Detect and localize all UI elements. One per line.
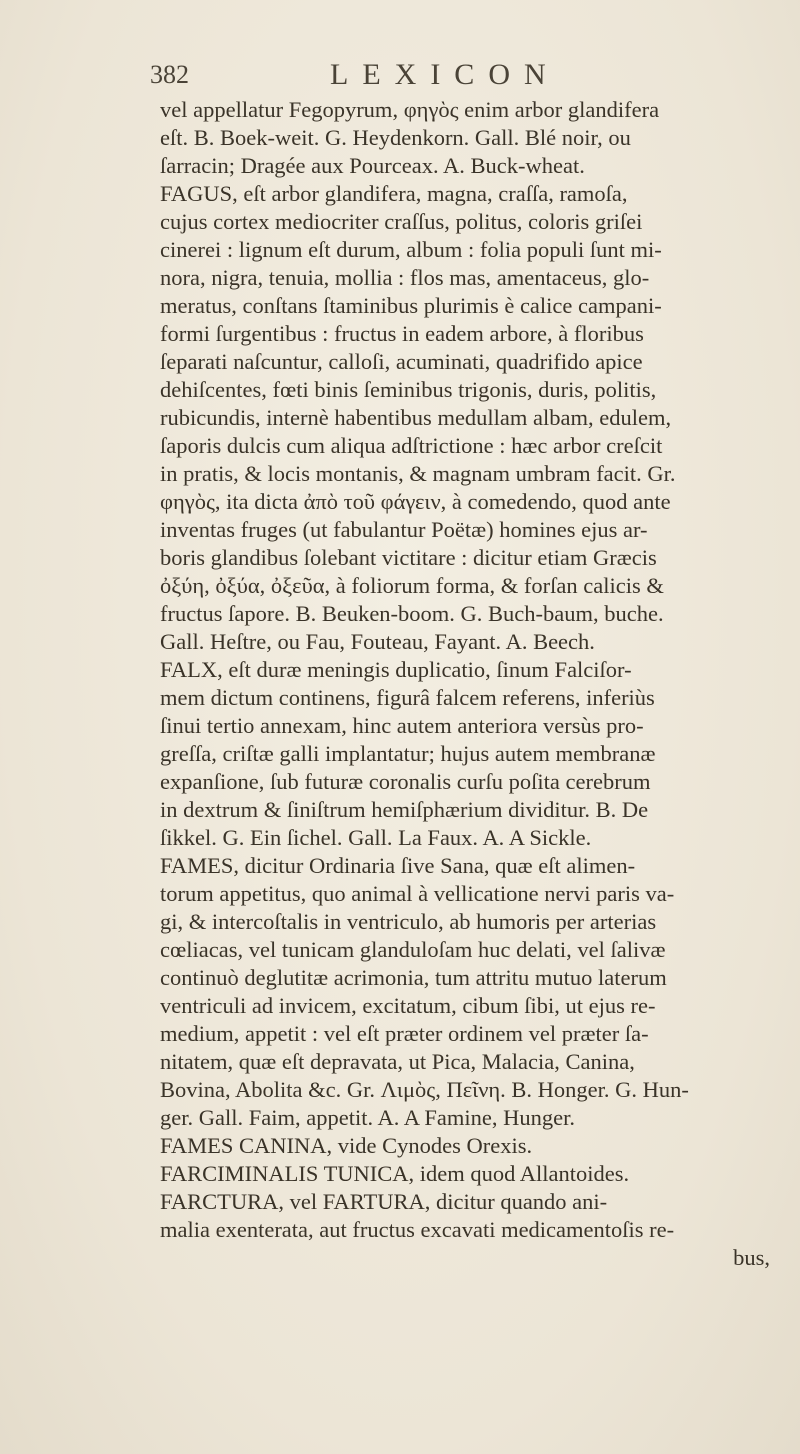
text-line: medium, appetit : vel eſt præter ordinem vel præter ſa- bbox=[160, 1021, 649, 1046]
text-line: cujus cortex mediocriter craſſus, politus, coloris griſei bbox=[160, 209, 643, 234]
text-line: torum appetitus, quo animal à vellicatione nervi paris va- bbox=[160, 881, 675, 906]
text-line: ſikkel. G. Ein ſichel. Gall. La Faux. A. A Sickle. bbox=[160, 825, 592, 850]
text-line: gi, & intercoſtalis in ventriculo, ab humoris per arterias bbox=[160, 909, 657, 934]
text-line: fructus ſapore. B. Beuken-boom. G. Buch-baum, buche. bbox=[160, 601, 664, 626]
text-line: FAGUS, eſt arbor glandifera, magna, craſſa, ramoſa, bbox=[160, 181, 628, 206]
text-line: FARCIMINALIS TUNICA, idem quod Allantoides. bbox=[160, 1161, 630, 1186]
text-line: cœliacas, vel tunicam glanduloſam huc delati, vel ſalivæ bbox=[160, 937, 666, 962]
page-number: 382 bbox=[150, 60, 189, 89]
text-line: in dextrum & ſiniſtrum hemiſphærium dividitur. B. De bbox=[160, 797, 649, 822]
text-line: cinerei : lignum eſt durum, album : folia populi ſunt mi- bbox=[160, 237, 662, 262]
text-line: eſt. B. Boek-weit. G. Heydenkorn. Gall. Blé noir, ou bbox=[160, 125, 631, 150]
body-text bbox=[160, 96, 788, 1272]
text-line: ger. Gall. Faim, appetit. A. A Famine, Hunger. bbox=[160, 1105, 575, 1130]
text-line: ſaporis dulcis cum aliqua adſtrictione : hæc arbor creſcit bbox=[160, 433, 663, 458]
text-line: FAMES, dicitur Ordinaria ſive Sana, quæ eſt alimen- bbox=[160, 853, 636, 878]
text-line-end: bus, bbox=[733, 1245, 770, 1270]
text-line: FARCTURA, vel FARTURA, dicitur quando ani- bbox=[160, 1189, 608, 1214]
text-line: rubicundis, internè habentibus medullam albam, edulem, bbox=[160, 405, 672, 430]
text-line: dehiſcentes, fœti binis ſeminibus trigonis, duris, politis, bbox=[160, 377, 657, 402]
text-line: nora, nigra, tenuia, mollia : flos mas, amentaceus, glo- bbox=[160, 265, 650, 290]
text-line: continuò deglutitæ acrimonia, tum attritu mutuo laterum bbox=[160, 965, 667, 990]
text-line: Gall. Heſtre, ou Fau, Fouteau, Fayant. A. Beech. bbox=[160, 629, 595, 654]
text-line: meratus, conſtans ſtaminibus plurimis è calice campani- bbox=[160, 293, 662, 318]
text-line: boris glandibus ſolebant victitare : dicitur etiam Græcis bbox=[160, 545, 657, 570]
text-line: ſarracin; Dragée aux Pourceax. A. Buck-wheat. bbox=[160, 153, 585, 178]
text-line: in pratis, & locis montanis, & magnam umbram facit. Gr. bbox=[160, 461, 676, 486]
page-header bbox=[150, 58, 670, 98]
text-line: nitatem, quæ eſt depravata, ut Pica, Malacia, Canina, bbox=[160, 1049, 635, 1074]
text-line: ὀξύη, ὀξύα, ὀξεῦα, à foliorum forma, & forſan calicis & bbox=[160, 573, 664, 598]
text-line: inventas fruges (ut fabulantur Poëtæ) homines ejus ar- bbox=[160, 517, 648, 542]
text-line: φηγὸς, ita dicta ἀπὸ τοῦ φάγειν, à comedendo, quod ante bbox=[160, 489, 671, 514]
text-line: formi ſurgentibus : fructus in eadem arbore, à floribus bbox=[160, 321, 644, 346]
text-line: vel appellatur Fegopyrum, φηγὸς enim arbor glandifera bbox=[160, 97, 660, 122]
text-line: FALX, eſt duræ meningis duplicatio, ſinum Falciſor- bbox=[160, 657, 632, 682]
text-line: FAMES CANINA, vide Cynodes Orexis. bbox=[160, 1133, 533, 1158]
text-line: greſſa, criſtæ galli implantatur; hujus autem membranæ bbox=[160, 741, 656, 766]
text-line: ſinui tertio annexam, hinc autem anteriora versùs pro- bbox=[160, 713, 644, 738]
text-line: ventriculi ad invicem, excitatum, cibum ſibi, ut ejus re- bbox=[160, 993, 656, 1018]
text-line: mem dictum continens, figurâ falcem referens, inferiùs bbox=[160, 685, 655, 710]
running-head: LEXICON bbox=[330, 58, 560, 91]
text-line: malia exenterata, aut fructus excavati medicamentoſis re- bbox=[160, 1217, 675, 1242]
text-line: Bovina, Abolita &c. Gr. Λιμὸς, Πεῖνη. B. Honger. G. Hun- bbox=[160, 1077, 689, 1102]
text-line: ſeparati naſcuntur, calloſi, acuminati, quadrifido apice bbox=[160, 349, 643, 374]
text-line: expanſione, ſub futuræ coronalis curſu poſita cerebrum bbox=[160, 769, 651, 794]
